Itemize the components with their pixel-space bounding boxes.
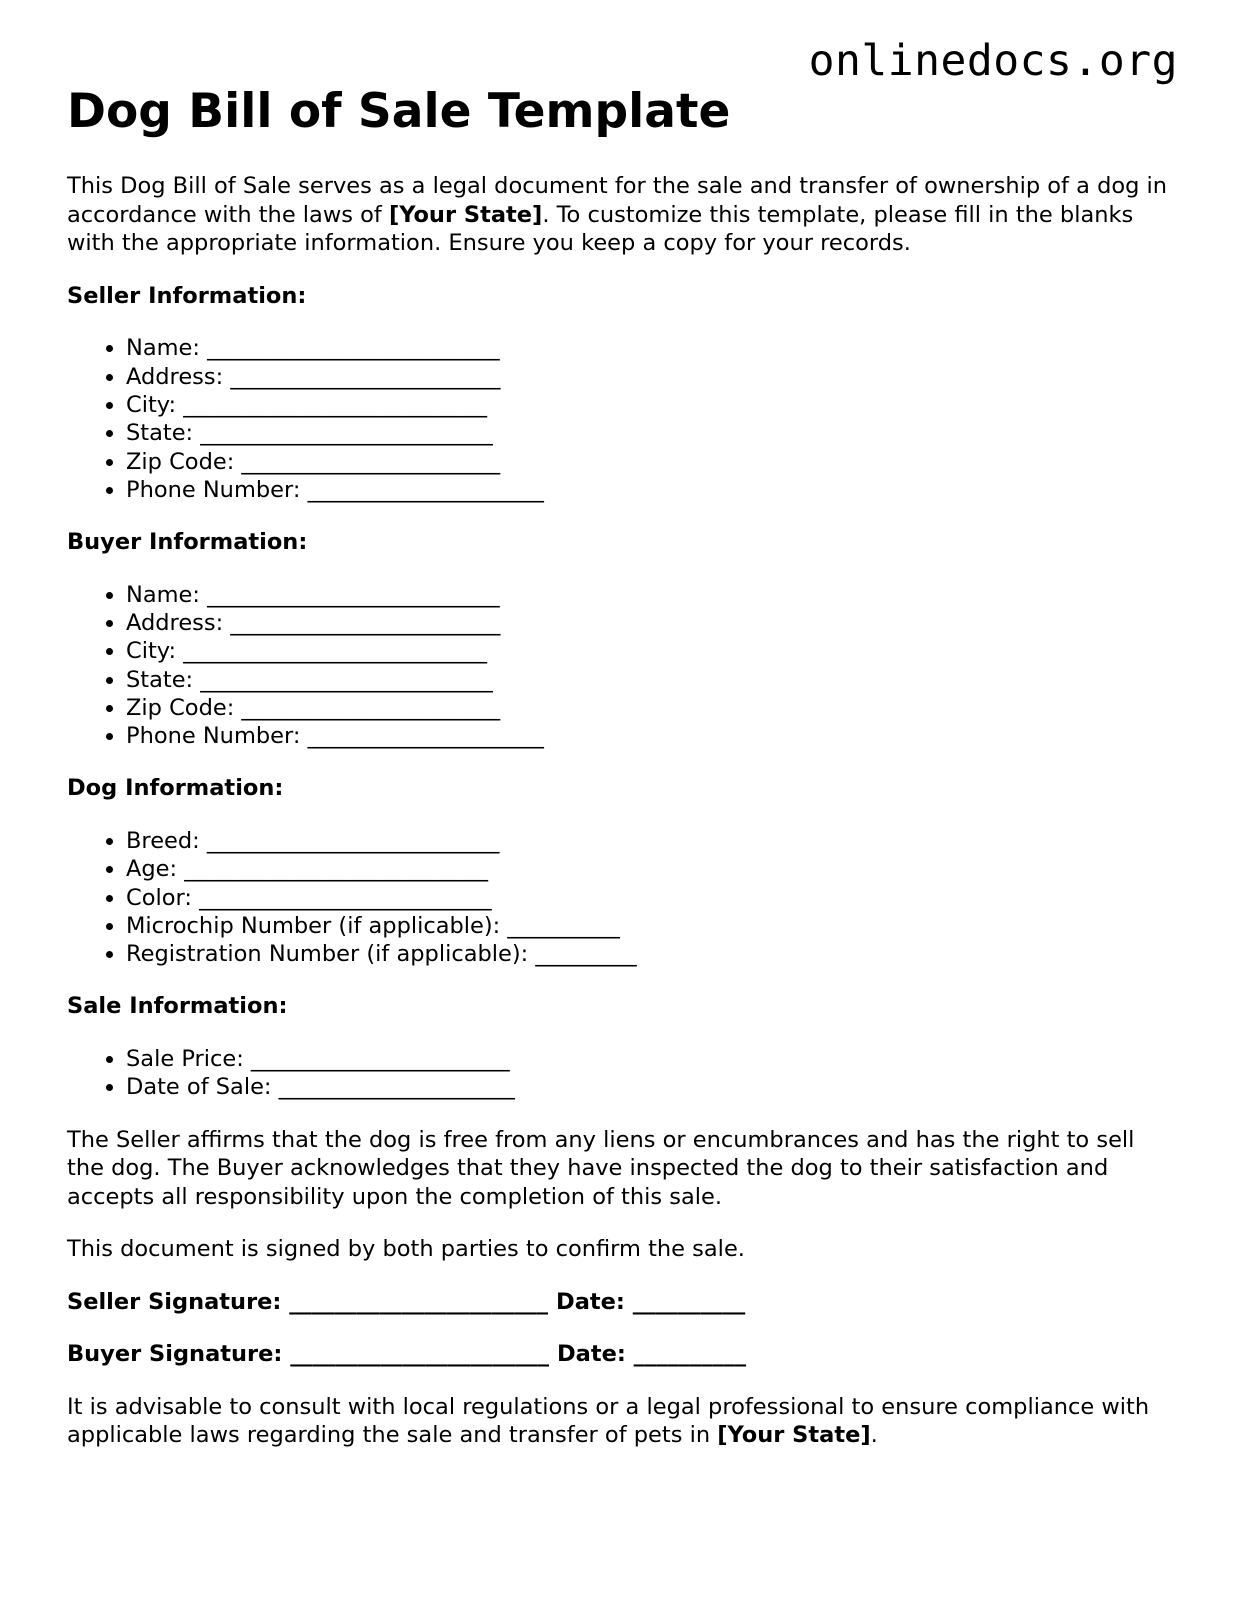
- buyer-signature-line: [67, 1340, 1177, 1369]
- dog-age-field: • Age: ___________________________: [126, 855, 1177, 883]
- dog-breed-field: • Breed: __________________________: [126, 827, 1177, 855]
- document-page: [67, 84, 1177, 1450]
- buyer-signature-date: Date: __________: [556, 1341, 747, 1368]
- buyer-name-field: • Name: __________________________: [126, 581, 1177, 609]
- intro-paragraph: [67, 172, 1177, 258]
- intro-text-1: This Dog Bill of Sale serves as a legal document for the sale and transfer of ownership of a dog in accordance with the laws of: [67, 173, 1168, 228]
- buyer-zip-field: • Zip Code: _______________________: [126, 694, 1177, 722]
- closing-text-2: .: [870, 1422, 878, 1449]
- sale-price-field: • Sale Price: _______________________: [126, 1045, 1177, 1073]
- seller-zip-field: • Zip Code: _______________________: [126, 448, 1177, 476]
- intro-state-placeholder: [Your State]: [388, 201, 543, 228]
- buyer-state-field: • State: __________________________: [126, 666, 1177, 694]
- buyer-fields-list: [67, 581, 1177, 751]
- dog-fields-list: [67, 827, 1177, 968]
- buyer-phone-field: • Phone Number: _____________________: [126, 722, 1177, 750]
- closing-state-placeholder: [Your State]: [717, 1422, 871, 1449]
- dog-registration-field: • Registration Number (if applicable): _________: [126, 940, 1177, 968]
- seller-name-field: • Name: __________________________: [126, 334, 1177, 362]
- seller-address-field: • Address: ________________________: [126, 363, 1177, 391]
- affirmation-paragraph: The Seller affirms that the dog is free from any liens or encumbrances and has the right to sell the dog. The Buyer acknowledges that they have inspected the dog to their satisfaction and accepts all responsibility upon the completion of this sale.: [67, 1126, 1135, 1210]
- signed-statement: This document is signed by both parties to confirm the sale.: [67, 1236, 745, 1263]
- watermark-logo: onlinedocs.org: [808, 36, 1178, 86]
- seller-city-field: • City: ___________________________: [126, 391, 1177, 419]
- buyer-heading: Buyer Information:: [67, 529, 308, 556]
- dog-microchip-field: • Microchip Number (if applicable): __________: [126, 912, 1177, 940]
- seller-signature-date: Date: __________: [556, 1288, 746, 1315]
- sale-fields-list: [67, 1045, 1177, 1102]
- intro-text-2: . To customize this template, please fill in the blanks with the appropriate information. Ensure you keep a copy for your records.: [67, 201, 1134, 257]
- sale-heading: Sale Information:: [67, 993, 288, 1020]
- closing-paragraph: [67, 1393, 1177, 1450]
- closing-text-1: It is advisable to consult with local regulations or a legal professional to ensure compliance with applicable laws regarding the sale and transfer of pets in: [67, 1393, 1150, 1449]
- seller-heading: Seller Information:: [67, 282, 307, 309]
- seller-fields-list: [67, 334, 1177, 504]
- sale-date-field: • Date of Sale: _____________________: [126, 1073, 1177, 1101]
- buyer-signature-label: Buyer Signature: _______________________: [67, 1341, 549, 1368]
- seller-phone-field: • Phone Number: _____________________: [126, 476, 1177, 504]
- dog-heading: Dog Information:: [67, 775, 284, 802]
- buyer-city-field: • City: ___________________________: [126, 637, 1177, 665]
- buyer-address-field: • Address: ________________________: [126, 609, 1177, 637]
- seller-signature-line: [67, 1288, 1177, 1317]
- seller-state-field: • State: __________________________: [126, 419, 1177, 447]
- page-title: Dog Bill of Sale Template: [67, 84, 731, 139]
- dog-color-field: • Color: __________________________: [126, 884, 1177, 912]
- seller-signature-label: Seller Signature: _______________________: [67, 1288, 549, 1315]
